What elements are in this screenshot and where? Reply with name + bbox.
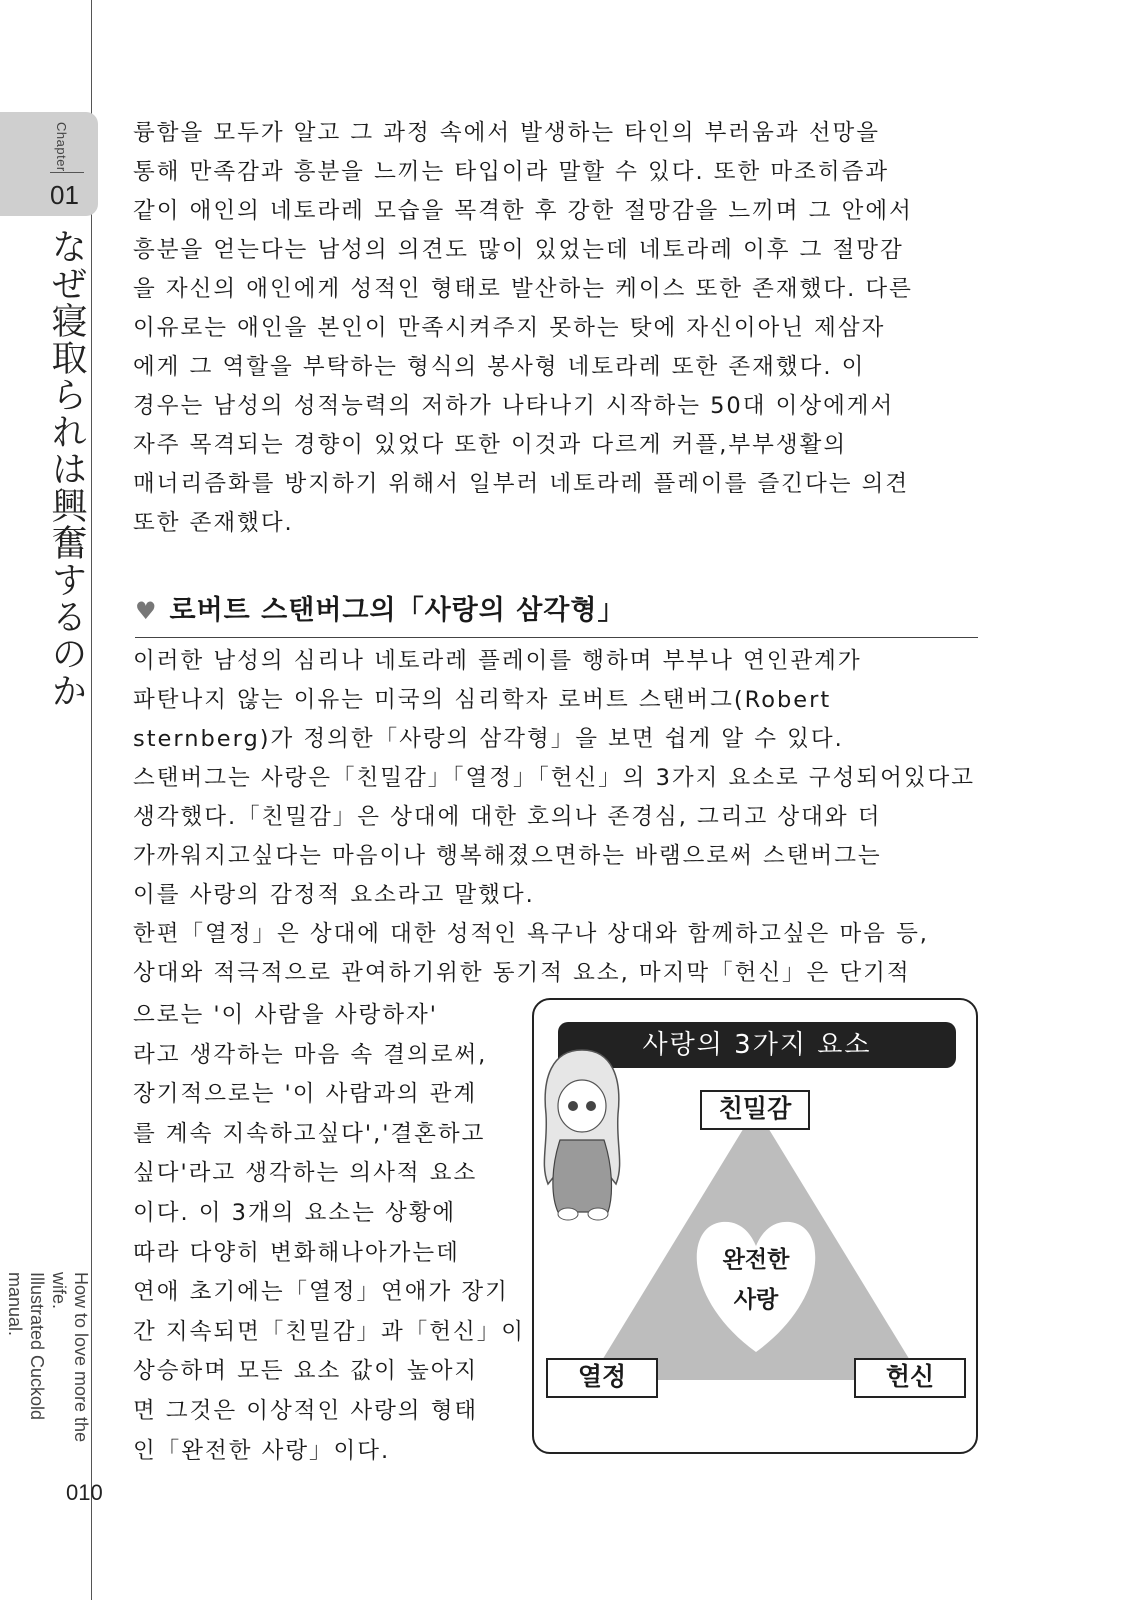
text-line: 같이 애인의 네토라레 모습을 목격한 후 강한 절망감을 느끼며 그 안에서 (133, 198, 913, 224)
text-line: 간 지속되면「친밀감」과「헌신」이 (133, 1318, 525, 1345)
text-line: 면 그것은 이상적인 사랑의 형태 (133, 1397, 479, 1424)
text-line: 라고 생각하는 마음 속 결의로써, (133, 1041, 488, 1068)
page-number: 010 (66, 1480, 103, 1505)
section-divider (135, 637, 978, 638)
text-line: 따라 다양히 변화해나아가는데 (133, 1239, 460, 1266)
girl-eye (568, 1101, 578, 1111)
heart-icon: ♥ (135, 597, 158, 625)
text-line: 흥분을 얻는다는 남성의 의견도 많이 있었는데 네토라레 이후 그 절망감 (133, 237, 904, 263)
text-line: 륭함을 모두가 알고 그 과정 속에서 발생하는 타인의 부러움과 선망을 (133, 120, 880, 146)
book-subtitle-line: How to love more the wife. (49, 1272, 91, 1443)
text-line: 이유로는 애인을 본인이 만족시켜주지 못하는 탓에 자신이아닌 제삼자 (133, 315, 886, 341)
girl-body (553, 1140, 612, 1212)
girl-eye (586, 1101, 596, 1111)
text-line: 이를 사랑의 감정적 요소라고 말했다. (133, 882, 535, 908)
text-line: 인「완전한 사랑」이다. (133, 1437, 391, 1464)
commitment-label: 헌신 (854, 1358, 966, 1398)
text-line: 장기적으로는 '이 사람과의 관계 (133, 1081, 478, 1108)
text-line: 통해 만족감과 흥분을 느끼는 타입이라 말할 수 있다. 또한 마조히즘과 (133, 159, 890, 185)
text-line: 가까워지고싶다는 마음이나 행복해졌으면하는 바램으로써 스탠버그는 (133, 843, 882, 869)
chapter-label: Chapter (54, 122, 69, 172)
text-line: 경우는 남성의 성적능력의 저하가 나타나기 시작하는 50대 이상에게서 (133, 393, 895, 419)
book-subtitle-line: Illustrated Cuckold manual. (5, 1272, 47, 1421)
text-line: 를 계속 지속하고싶다','결혼하고 (133, 1120, 486, 1147)
chapter-tab (0, 112, 98, 216)
complete-love-label (694, 1240, 818, 1320)
diagram-title: 사랑의 3가지 요소 (558, 1022, 956, 1068)
text-line: 매너리즘화를 방지하기 위해서 일부러 네토라레 플레이를 즐긴다는 의견 (133, 471, 910, 497)
paragraph-1 (133, 114, 1003, 543)
text-line: 자주 목격되는 경향이 있었다 또한 이것과 다르게 커플,부부생활의 (133, 432, 848, 458)
girl-foot (588, 1208, 608, 1220)
section-heading (135, 588, 625, 627)
text-line: 연애 초기에는「열정」연애가 장기 (133, 1279, 509, 1306)
book-subtitle (5, 1272, 92, 1467)
chapter-number: 01 (50, 180, 79, 210)
girl-foot (558, 1208, 578, 1220)
text-line: 한편「열정」은 상대에 대한 성적인 욕구나 상대와 함께하고싶은 마음 등, (133, 921, 929, 947)
intimacy-label: 친밀감 (700, 1090, 810, 1130)
paragraph-3 (133, 996, 525, 1471)
paragraph-2 (133, 642, 1003, 993)
text-line: 싶다'라고 생각하는 의사적 요소 (133, 1160, 478, 1187)
girl-face (558, 1080, 606, 1132)
section-heading-text: 로버트 스탠버그의「사랑의 삼각형」 (169, 595, 626, 626)
text-line: 파탄나지 않는 이유는 미국의 심리학자 로버트 스탠버그(Robert (133, 687, 832, 713)
complete-love-line: 완전한 (722, 1247, 790, 1273)
text-line: 을 자신의 애인에게 성적인 형태로 발산하는 케이스 또한 존재했다. 다른 (133, 276, 913, 302)
passion-label: 열정 (546, 1358, 658, 1398)
complete-love-line: 사랑 (733, 1287, 779, 1313)
text-line: 스탠버그는 사랑은「친밀감」「열정」「헌신」의 3가지 요소로 구성되어있다고 (133, 765, 976, 791)
text-line: 상승하며 모든 요소 값이 높아지 (133, 1358, 479, 1385)
vertical-chapter-title: なぜ寝取られは興奮するのか (46, 228, 87, 709)
text-line: 이러한 남성의 심리나 네토라레 플레이를 행하며 부부나 연인관계가 (133, 648, 862, 674)
text-line: 또한 존재했다. (133, 510, 294, 536)
girl-illustration (538, 1044, 626, 1224)
text-line: 상대와 적극적으로 관여하기위한 동기적 요소, 마지막「헌신」은 단기적 (133, 960, 911, 986)
text-line: sternberg)가 정의한「사랑의 삼각형」을 보면 쉽게 알 수 있다. (133, 726, 844, 752)
text-line: 이다. 이 3개의 요소는 상황에 (133, 1199, 457, 1226)
text-line: 생각했다.「친밀감」은 상대에 대한 호의나 존경심, 그리고 상대와 더 (133, 804, 882, 830)
text-line: 에게 그 역할을 부탁하는 형식의 봉사형 네토라레 또한 존재했다. 이 (133, 354, 866, 380)
text-line: 으로는 '이 사람을 사랑하자' (133, 1002, 438, 1028)
